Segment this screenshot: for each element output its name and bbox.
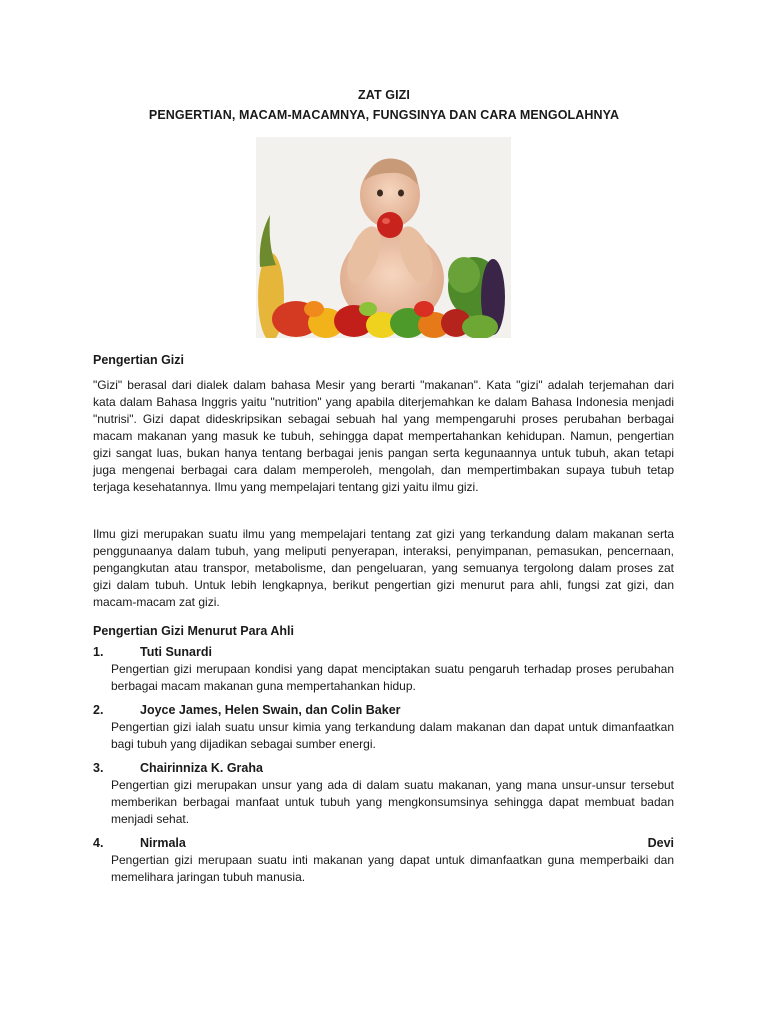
expert-name: Chairinniza K. Graha <box>140 761 263 775</box>
paragraph-1: "Gizi" berasal dari dialek dalam bahasa Mesir yang berarti "makanan". Kata "gizi" adalah terjemahan dari kata dalam Bahasa Inggris yaitu "nutrition" yang apabila diterjemahkan ke dalam Bahasa Indonesia menjadi "nutrisi". Gizi dapat dideskripsikan sebagai sebuah hal yang mempengaruhi proses perubahan berbagai macam makanan yang masuk ke tubuh, sehingga dapat mempertahankan kehidupan. Namun, pengertian gizi sangat luas, bukan hanya tentang berbagai jenis pangan serta kegunaannya untuk tubuh, akan tetapi juga mengenai berbagai cara dalam memperoleh, mengolah, dan mempertimbakan supaya tubuh tetap terjaga kesehatannya. Ilmu yang mempelajari tentang gizi yaitu ilmu gizi. <box>93 378 674 494</box>
expert-name-continued: Devi <box>647 836 674 850</box>
section-heading-menurut-para-ahli: Pengertian Gizi Menurut Para Ahli <box>93 624 294 638</box>
expert-name: Nirmala <box>140 836 186 850</box>
section-heading-pengertian-gizi: Pengertian Gizi <box>93 353 184 367</box>
list-item <box>93 759 674 828</box>
list-item-number: 4. <box>93 836 104 850</box>
list-item-number: 1. <box>93 645 104 659</box>
expert-name: Tuti Sunardi <box>140 645 212 659</box>
expert-definition: Pengertian gizi merupaan kondisi yang dapat menciptakan suatu pengaruh terhadap proses perubahan berbagai macam makanan guna mempertahankan hidup. <box>111 662 674 693</box>
expert-definition: Pengertian gizi merupaan suatu inti makanan yang dapat untuk dimanfaatkan guna memperbaiki dan memelihara jaringan tubuh manusia. <box>111 853 674 884</box>
list-item <box>93 701 674 753</box>
baby-vegetables-image <box>256 137 511 338</box>
list-item-number: 3. <box>93 761 104 775</box>
expert-name: Joyce James, Helen Swain, dan Colin Baker <box>140 703 401 717</box>
paragraph-2: Ilmu gizi merupakan suatu ilmu yang mempelajari tentang zat gizi yang terkandung dalam makanan serta penggunaanya dalam tubuh, yang meliputi penyerapan, interaksi, penyimpanan, pemasukan, pencernaan, pengangkutan atau transpor, metabolisme, dan pengeluaran, yang semuanya tergolong dalam proses zat gizi dalam tubuh. Untuk lebih lengkapnya, berikut pengertian gizi menurut para ahli, fungsi zat gizi, dan macam-macam zat gizi. <box>93 527 674 609</box>
expert-definition: Pengertian gizi ialah suatu unsur kimia yang terkandung dalam makanan dan dapat untuk dimanfaatkan bagi tubuh yang dijadikan sebagai sumber energi. <box>111 720 674 751</box>
expert-definition: Pengertian gizi merupakan unsur yang ada di dalam suatu makanan, yang mana unsur-unsur tersebut memberikan berbagai manfaat untuk tubuh yang mengkonsumsinya sehingga dapat membuat badan menjadi sehat. <box>111 778 674 826</box>
document-subtitle: PENGERTIAN, MACAM-MACAMNYA, FUNGSINYA DAN CARA MENGOLAHNYA <box>148 108 620 122</box>
list-item-number: 2. <box>93 703 104 717</box>
experts-list <box>93 643 674 892</box>
list-item <box>93 834 674 886</box>
baby-eating-vegetables-illustration <box>256 137 511 338</box>
list-item <box>93 643 674 695</box>
document-title: ZAT GIZI <box>358 88 410 102</box>
